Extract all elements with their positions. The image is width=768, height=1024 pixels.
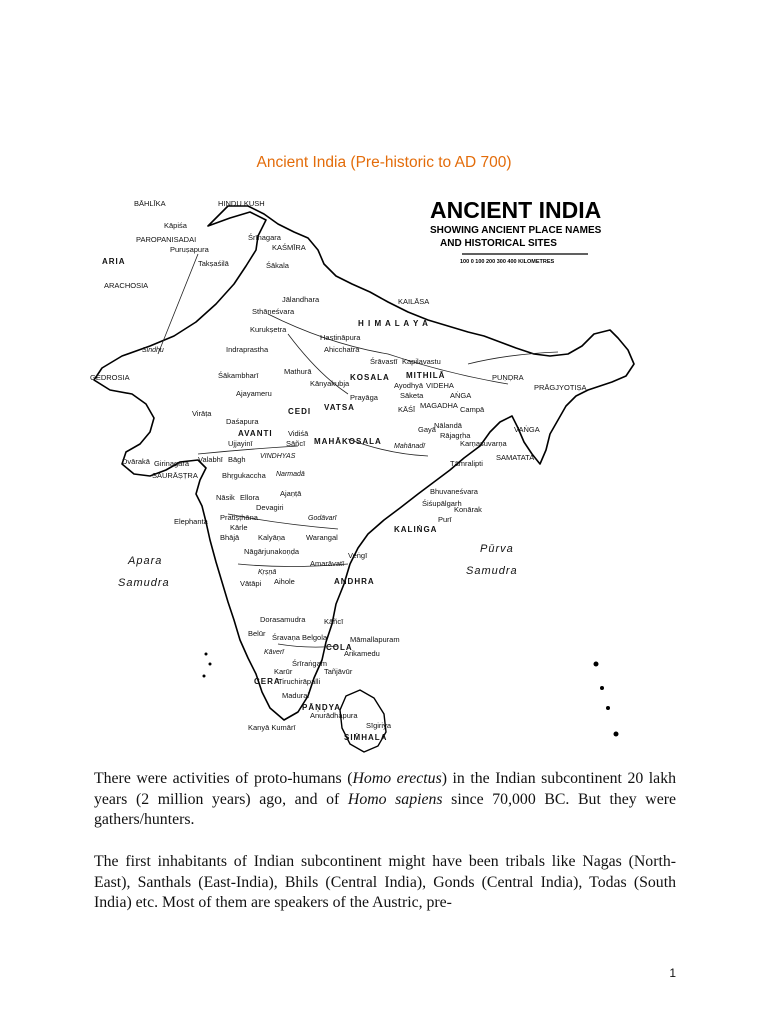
label-bagh: Bāgh [228, 455, 246, 464]
island-dot [600, 686, 604, 690]
label-magadha: MAGADHA [420, 401, 458, 410]
label-bhaja: Bhājā [220, 533, 240, 542]
paragraph-1 [94, 769, 676, 831]
label-prayaga: Prayāga [350, 393, 378, 402]
label-arikamedu: Arikamedu [344, 649, 380, 658]
label-gaya: Gayā [418, 425, 436, 434]
label-cedi: CEDI [288, 407, 312, 416]
label-simhala: SIṀHALA [344, 733, 388, 742]
label-elephanta: Elephanta [174, 517, 208, 526]
label-ajanta: Ajaṇṭā [280, 489, 302, 498]
label-srirangam: Śrīraṅgam [292, 659, 328, 668]
label-krsna: Kṛṣṇā [258, 569, 277, 576]
label-kapisa: Kāpiśa [164, 221, 187, 230]
label-purusapura: Puruṣapura [170, 245, 209, 254]
label-karnasuvarna: Karṇasuvarṇa [460, 439, 507, 448]
label-kanyakubja: Kānyakubja [310, 379, 350, 388]
label-kanyakumari: Kanyā Kumārī [248, 723, 296, 732]
label-avanti: AVANTI [238, 429, 273, 438]
label-purva-samudra: Samudra [466, 565, 518, 577]
label-aria: ARIA [102, 257, 126, 266]
label-kuruksetra: Kurukṣetra [250, 325, 287, 334]
label-dasapura: Daśapura [226, 417, 259, 426]
paragraph-1-emphasis-b: Homo sapiens [347, 790, 443, 808]
label-nalanda: Nālandā [434, 421, 462, 430]
label-paropanisadai: PAROPANISADAI [136, 235, 197, 244]
label-konarak: Konārak [454, 505, 482, 514]
label-vindhyas: VINDHYAS [260, 453, 296, 460]
label-mahakosala: MAHĀKOSALA [314, 437, 382, 446]
label-girinagara: Girinagara [154, 459, 190, 468]
label-jalandhara: Jālandhara [282, 295, 320, 304]
label-ajmer: Ajayameru [236, 389, 272, 398]
label-kaveri: Kāverī [264, 649, 284, 656]
label-kalyana: Kalyāṇa [258, 533, 286, 542]
label-ellora: Ellora [240, 493, 260, 502]
label-sisupalgarh: Śiśupālgarh [422, 499, 462, 508]
map-title: ANCIENT INDIA [430, 197, 602, 223]
label-cola: COLA [326, 643, 353, 652]
label-bhuvanesvara: Bhuvaneśvara [430, 487, 478, 496]
map-drawing [88, 184, 648, 762]
label-gedrosia: GEDROSIA [90, 373, 130, 382]
label-kalinga: KALIṄGA [394, 525, 438, 534]
label-nagarjunakonda: Nāgārjunakoṇḍa [244, 547, 300, 556]
label-warangal: Warangal [306, 533, 338, 542]
figure-caption: Ancient India (Pre-historic to AD 700) [256, 154, 512, 171]
paragraph-1-emphasis-a: Homo erectus [352, 770, 442, 787]
label-purva: Pūrva [480, 543, 514, 555]
label-virata: Virāṭa [192, 409, 212, 418]
label-sravana-belgola: Śravaṇa Belgola [272, 633, 328, 642]
label-devagiri: Devagiri [256, 503, 284, 512]
label-ujjayini: Ujjayinī [228, 439, 253, 448]
map-subtitle-1: SHOWING ANCIENT PLACE NAMES [430, 225, 602, 236]
label-hastinapura: Hastināpura [320, 333, 361, 342]
label-vatsa: VATSA [324, 403, 355, 412]
label-tanjavur: Tañjāvūr [324, 667, 353, 676]
label-pragjyotisa: PRĀGJYOTIṢA [534, 383, 587, 392]
island-dot [594, 662, 599, 667]
label-sindhu: Sindhu [142, 347, 164, 354]
label-vengi: Veṅgī [348, 551, 368, 560]
page-number: 1 [669, 966, 676, 980]
island-dot [606, 706, 610, 710]
label-sigiriya: Sīgiriya [366, 721, 392, 730]
label-madurai: Madurai [282, 691, 310, 700]
label-kapilavastu: Kapilavastu [402, 357, 441, 366]
label-videha: VIDEHA [426, 381, 454, 390]
label-ahicchatra: Ahicchatra [324, 345, 360, 354]
label-puri: Purī [438, 515, 452, 524]
label-karle: Kārle [230, 523, 248, 532]
label-mahanadi: Mahānadī [394, 443, 425, 450]
paragraph-1-text-a: There were activities of proto-humans ( [94, 770, 353, 787]
label-anga: AṄGA [450, 391, 472, 400]
label-sakala: Śākala [266, 261, 289, 270]
label-taksasila: Takṣaśilā [198, 259, 229, 268]
label-narmada: Narmadā [276, 471, 305, 478]
scale-text: 100 0 100 200 300 400 KILOMETRES [460, 259, 555, 265]
place-labels [90, 199, 587, 742]
label-vatapi: Vātāpi [240, 579, 262, 588]
label-pandya: PĀṆḌYA [302, 703, 342, 712]
label-bhrgukaccha: Bhṛgukaccha [222, 471, 266, 480]
label-satakambhari: Śākambharī [218, 371, 259, 380]
label-kanci: Kāñcī [324, 617, 344, 626]
label-andhra: ANDHRA [334, 577, 375, 586]
label-ayodhya: Ayodhyā [394, 381, 424, 390]
label-samatata: SAMATATA [496, 453, 535, 462]
label-kosala: KOSALA [350, 373, 390, 382]
label-balhika: BĀHLĪKA [134, 199, 166, 208]
label-vanga: VAṄGA [514, 425, 540, 434]
label-arachosia: ARACHOSIA [104, 281, 149, 290]
paragraph-1-text-c: since 70,000 BC. But they were gathers/hunters. [94, 790, 676, 828]
label-karur: Karūr [274, 667, 293, 676]
island-dot [205, 653, 208, 656]
label-pundra: PUṆḌRA [492, 373, 524, 382]
island-dot [614, 732, 619, 737]
paragraph-2: The first inhabitants of Indian subcontinent might have been tribals like Nagas (North-East), Santhals (East-India), Bhils (Central India), Gonds (Central India), Todas (South India) etc. Most of them are speakers of the Austric, pre- [94, 853, 676, 911]
map-subtitle-2: AND HISTORICAL SITES [440, 238, 557, 249]
label-tamralipti: Tāmralipti [450, 459, 483, 468]
island-dot [209, 663, 212, 666]
paragraph-1-text-b: ) in the Indian subcontinent 20 lakh years (2 million years) ago, and of [94, 770, 676, 808]
label-belur: Belūr [248, 629, 266, 638]
label-vidisa: Vidiśā [288, 429, 309, 438]
label-mithila: MITHILĀ [406, 371, 446, 380]
label-kasi: KĀŚĪ [398, 405, 416, 414]
label-kailasa: KAILĀSA [398, 297, 430, 306]
label-nasik: Nāsik [216, 493, 235, 502]
label-rajagrha: Rājagṛha [440, 431, 471, 440]
label-sravasti: Śrāvastī [370, 357, 398, 366]
label-kasmira: KAŚMĪRA [272, 243, 306, 252]
map-title-block [430, 197, 602, 265]
label-campa: Campā [460, 405, 485, 414]
label-srinagara: Śrīnagara [248, 233, 281, 242]
label-indraprastha: Indraprastha [226, 345, 269, 354]
label-godavari: Godāvarī [308, 515, 337, 522]
label-saketa: Sāketa [400, 391, 424, 400]
label-hindukush: HINDU KUSH [218, 199, 265, 208]
label-saurastra: SAURĀṢṬRA [152, 471, 198, 480]
island-dot [203, 675, 206, 678]
river-brahmaputra [468, 352, 558, 364]
label-dorasamudra: Dorasamudra [260, 615, 306, 624]
label-apara-samudra: Samudra [118, 577, 170, 589]
label-sthanesvara: Sthāneśvara [252, 307, 295, 316]
label-apara: Apara [128, 555, 163, 567]
river-sindhu [158, 254, 198, 354]
label-mamallapuram: Māmallapuram [350, 635, 400, 644]
label-cera: CERA [254, 677, 281, 686]
label-himalaya: H I M A L A Y A [358, 319, 429, 328]
rivers [158, 254, 558, 647]
label-sanci: Sāñcī [286, 439, 306, 448]
label-dvaraka: Dvārakā [122, 457, 150, 466]
label-anuradhapura: Anurādhapura [310, 711, 358, 720]
ancient-india-map [88, 184, 648, 762]
label-pratisthana: Pratiṣṭhāna [220, 513, 258, 522]
label-tiruchirappalli: Tiruchirāpalli [278, 677, 321, 686]
label-mathura: Mathurā [284, 367, 312, 376]
label-valabhi: Valabhī [198, 455, 223, 464]
label-aihole: Aihole [274, 577, 295, 586]
label-amaravati: Amarāvatī [310, 559, 345, 568]
